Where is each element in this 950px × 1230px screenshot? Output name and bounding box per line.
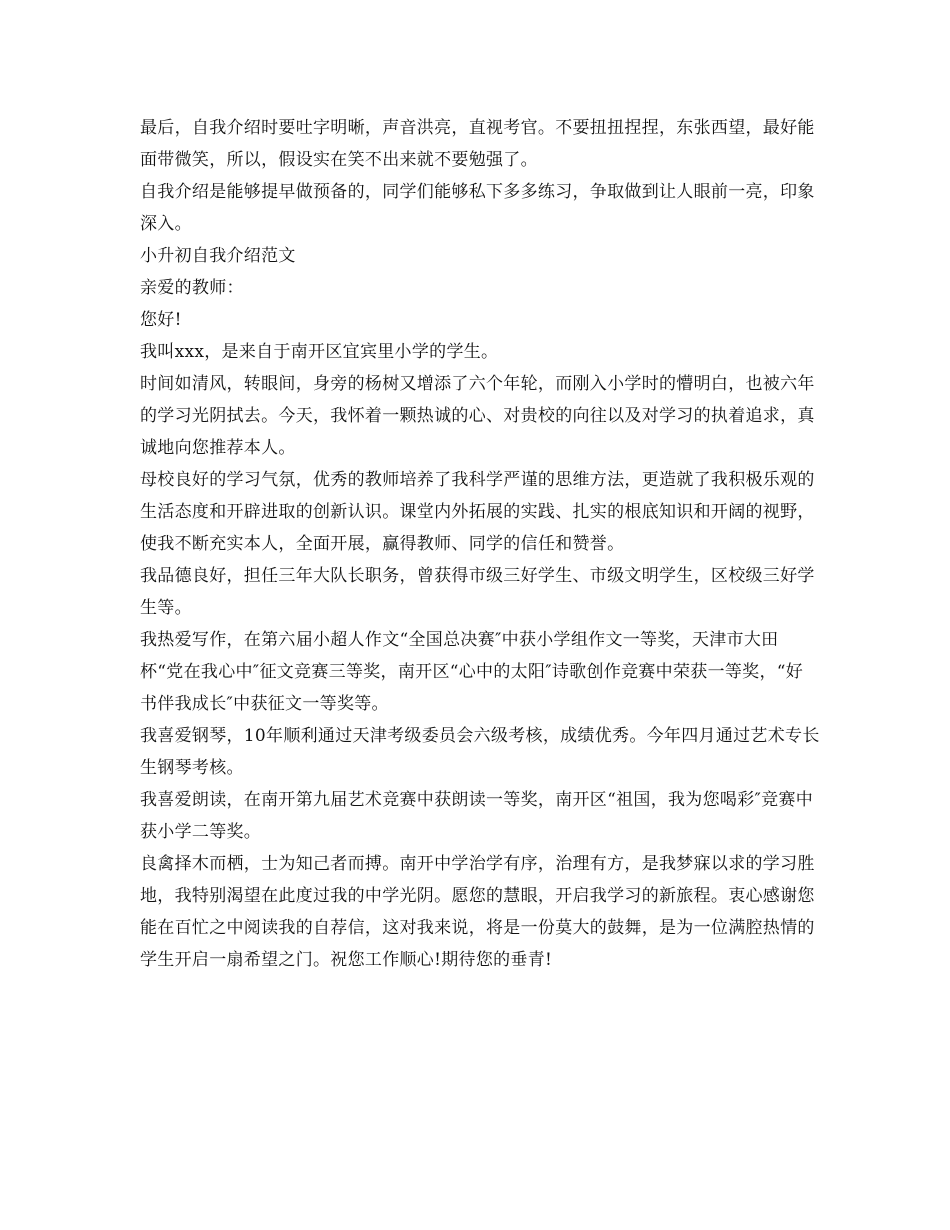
paragraph: 我热爱写作，在第六届小超人作文“全国总决赛″中获小学组作文一等奖，天津市大田杯“党在我心中″征文竞赛三等奖，南开区“心中的太阳″诗歌创作竞赛中荣获一等奖，“好书伴我成长″中获征文一等奖等。	[140, 630, 804, 714]
paragraph: 母校良好的学习气氛，优秀的教师培养了我科学严谨的思维方法，更造就了我积极乐观的生活态度和开辟进取的创新认识。课堂内外拓展的实践、扎实的根底知识和开阔的视野，使我不断充实本人，全面开展，赢得教师、同学的信任和赞誉。	[140, 470, 815, 554]
paragraph: 良禽择木而栖，士为知己者而搏。南开中学治学有序，治理有方，是我梦寐以求的学习胜地，我特别渴望在此度过我的中学光阴。愿您的慧眼，开启我学习的新旅程。衷心感谢您能在百忙之中阅读我的自荐信，这对我来说，将是一份莫大的鼓舞，是为一位满腔热情的学生开启一扇希望之门。祝您工作顺心!期待您的垂青!	[140, 854, 815, 970]
paragraph: 我喜爱钢琴，10年顺利通过天津考级委员会六级考核，成绩优秀。今年四月通过艺术专长生钢琴考核。	[140, 726, 820, 778]
paragraph: 我品德良好，担任三年大队长职务，曾获得市级三好学生、市级文明学生，区校级三好学生等。	[140, 566, 815, 618]
greeting: 您好!	[140, 310, 182, 330]
paragraph: 最后，自我介绍时要吐字明晰，声音洪亮，直视考官。不要扭扭捏捏，东张西望，最好能面带微笑，所以，假设实在笑不出来就不要勉强了。	[140, 118, 815, 170]
salutation: 亲爱的教师：	[140, 278, 244, 298]
document-body	[140, 112, 820, 976]
paragraph: 时间如清风，转眼间，身旁的杨树又增添了六个年轮，而刚入小学时的懵明白，也被六年的学习光阴拭去。今天，我怀着一颗热诚的心、对贵校的向往以及对学习的执着追求，真诚地向您推荐本人。	[140, 374, 815, 458]
paragraph: 我叫xxx，是来自于南开区宜宾里小学的学生。	[140, 342, 499, 362]
paragraph: 我喜爱朗读，在南开第九届艺术竞赛中获朗读一等奖，南开区“祖国，我为您喝彩″竞赛中获小学二等奖。	[140, 790, 814, 842]
section-heading: 小升初自我介绍范文	[140, 246, 296, 266]
paragraph: 自我介绍是能够提早做预备的，同学们能够私下多多练习，争取做到让人眼前一亮，印象深入。	[140, 182, 815, 234]
